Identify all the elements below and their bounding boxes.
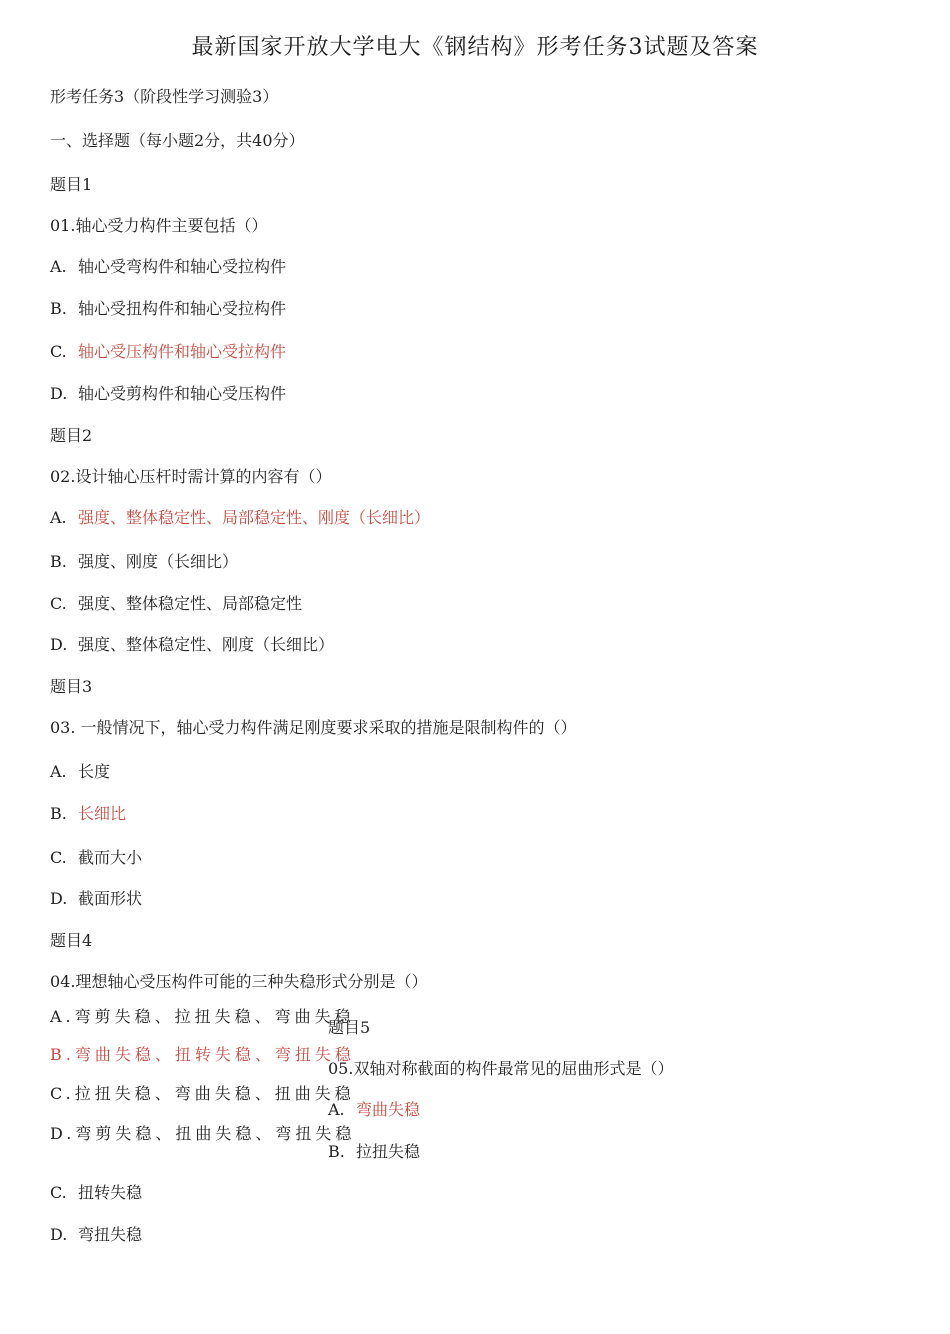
option-letter: B.	[50, 804, 67, 823]
option-letter: C.	[50, 1183, 67, 1202]
option-letter: A.	[50, 762, 67, 781]
question-5-option-a-answer	[328, 1100, 420, 1120]
task-heading: 形考任务3（阶段性学习测验3）	[50, 87, 279, 106]
option-text-answer: 弯曲失稳	[356, 1100, 421, 1119]
option-text: 强度、整体稳定性、刚度（长细比）	[78, 635, 335, 654]
option-letter: D.	[50, 889, 68, 908]
option-text-answer: 长细比	[78, 804, 127, 823]
option-letter: C.	[50, 848, 67, 867]
option-text: 拉扭失稳	[356, 1142, 421, 1161]
option-letter: B.	[50, 299, 67, 318]
option-text-answer: 轴心受压构件和轴心受拉构件	[78, 342, 287, 361]
question-4-option-a	[50, 1007, 355, 1027]
question-1-header: 题目1	[50, 175, 93, 194]
option-letter: C.	[50, 342, 67, 361]
question-2-text: 02.设计轴心压杆时需计算的内容有（）	[50, 467, 332, 486]
option-text: 扭转失稳	[78, 1183, 143, 1202]
question-4-option-d	[50, 1124, 355, 1144]
question-2-header: 题目2	[50, 426, 93, 445]
question-1-option-d	[50, 384, 286, 404]
option-letter: C.	[50, 1084, 75, 1103]
question-5-header: 题目5	[328, 1018, 371, 1037]
option-letter: A.	[328, 1100, 345, 1119]
option-text: 长度	[78, 762, 111, 781]
question-3-option-d	[50, 889, 142, 909]
option-text: 轴心受弯构件和轴心受拉构件	[78, 257, 287, 276]
option-text: 弯剪失稳、扭曲失稳、弯扭失稳	[75, 1124, 356, 1143]
option-letter: B.	[50, 552, 67, 571]
question-2-option-d	[50, 635, 334, 655]
question-2-option-b	[50, 552, 238, 572]
question-3-text: 03. 一般情况下，轴心受力构件满足刚度要求采取的措施是限制构件的（）	[50, 718, 577, 737]
option-letter: C.	[50, 594, 67, 613]
document-title: 最新国家开放大学电大《钢结构》形考任务3试题及答案	[191, 35, 759, 60]
question-2-option-c	[50, 594, 302, 614]
option-text: 截面形状	[78, 889, 143, 908]
option-text: 拉扭失稳、弯曲失稳、扭曲失稳	[74, 1084, 355, 1103]
question-4-option-c	[50, 1084, 355, 1104]
question-1-option-b	[50, 299, 286, 319]
option-letter: B.	[328, 1142, 345, 1161]
section-heading: 一、选择题（每小题2分，共40分）	[50, 131, 305, 150]
question-5-option-b	[328, 1142, 420, 1162]
question-3-option-c	[50, 848, 142, 868]
question-2-option-a-answer	[50, 508, 430, 528]
option-text-answer: 弯曲失稳、扭转失稳、弯扭失稳	[74, 1045, 355, 1064]
option-text: 弯剪失稳、拉扭失稳、弯曲失稳	[74, 1007, 355, 1026]
option-letter: D.	[50, 1225, 68, 1244]
option-text: 轴心受扭构件和轴心受拉构件	[78, 299, 287, 318]
option-text: 强度、整体稳定性、局部稳定性	[78, 594, 303, 613]
question-1-option-c-answer	[50, 342, 286, 362]
option-letter: B.	[50, 1045, 75, 1064]
question-1-text: 01.轴心受力构件主要包括（）	[50, 216, 268, 235]
question-5-text: 05.双轴对称截面的构件最常见的屈曲形式是（）	[328, 1059, 674, 1078]
option-text: 强度、刚度（长细比）	[78, 552, 239, 571]
question-5-option-c	[50, 1183, 142, 1203]
question-4-text: 04.理想轴心受压构件可能的三种失稳形式分别是（）	[50, 972, 428, 991]
option-letter: A.	[50, 257, 67, 276]
question-3-header: 题目3	[50, 677, 93, 696]
question-5-option-d	[50, 1225, 142, 1245]
option-text-answer: 强度、整体稳定性、局部稳定性、刚度（长细比）	[78, 508, 431, 527]
option-text: 截而大小	[78, 848, 143, 867]
option-letter: D.	[50, 635, 68, 654]
question-4-header: 题目4	[50, 931, 93, 950]
option-text: 轴心受剪构件和轴心受压构件	[78, 384, 287, 403]
option-letter: A.	[50, 1007, 75, 1026]
option-letter: A.	[50, 508, 67, 527]
option-letter: D.	[50, 384, 68, 403]
option-text: 弯扭失稳	[78, 1225, 143, 1244]
question-1-option-a	[50, 257, 286, 277]
question-3-option-b-answer	[50, 804, 126, 824]
question-4-option-b-answer	[50, 1045, 355, 1065]
question-3-option-a	[50, 762, 110, 782]
option-letter: D.	[50, 1124, 76, 1143]
